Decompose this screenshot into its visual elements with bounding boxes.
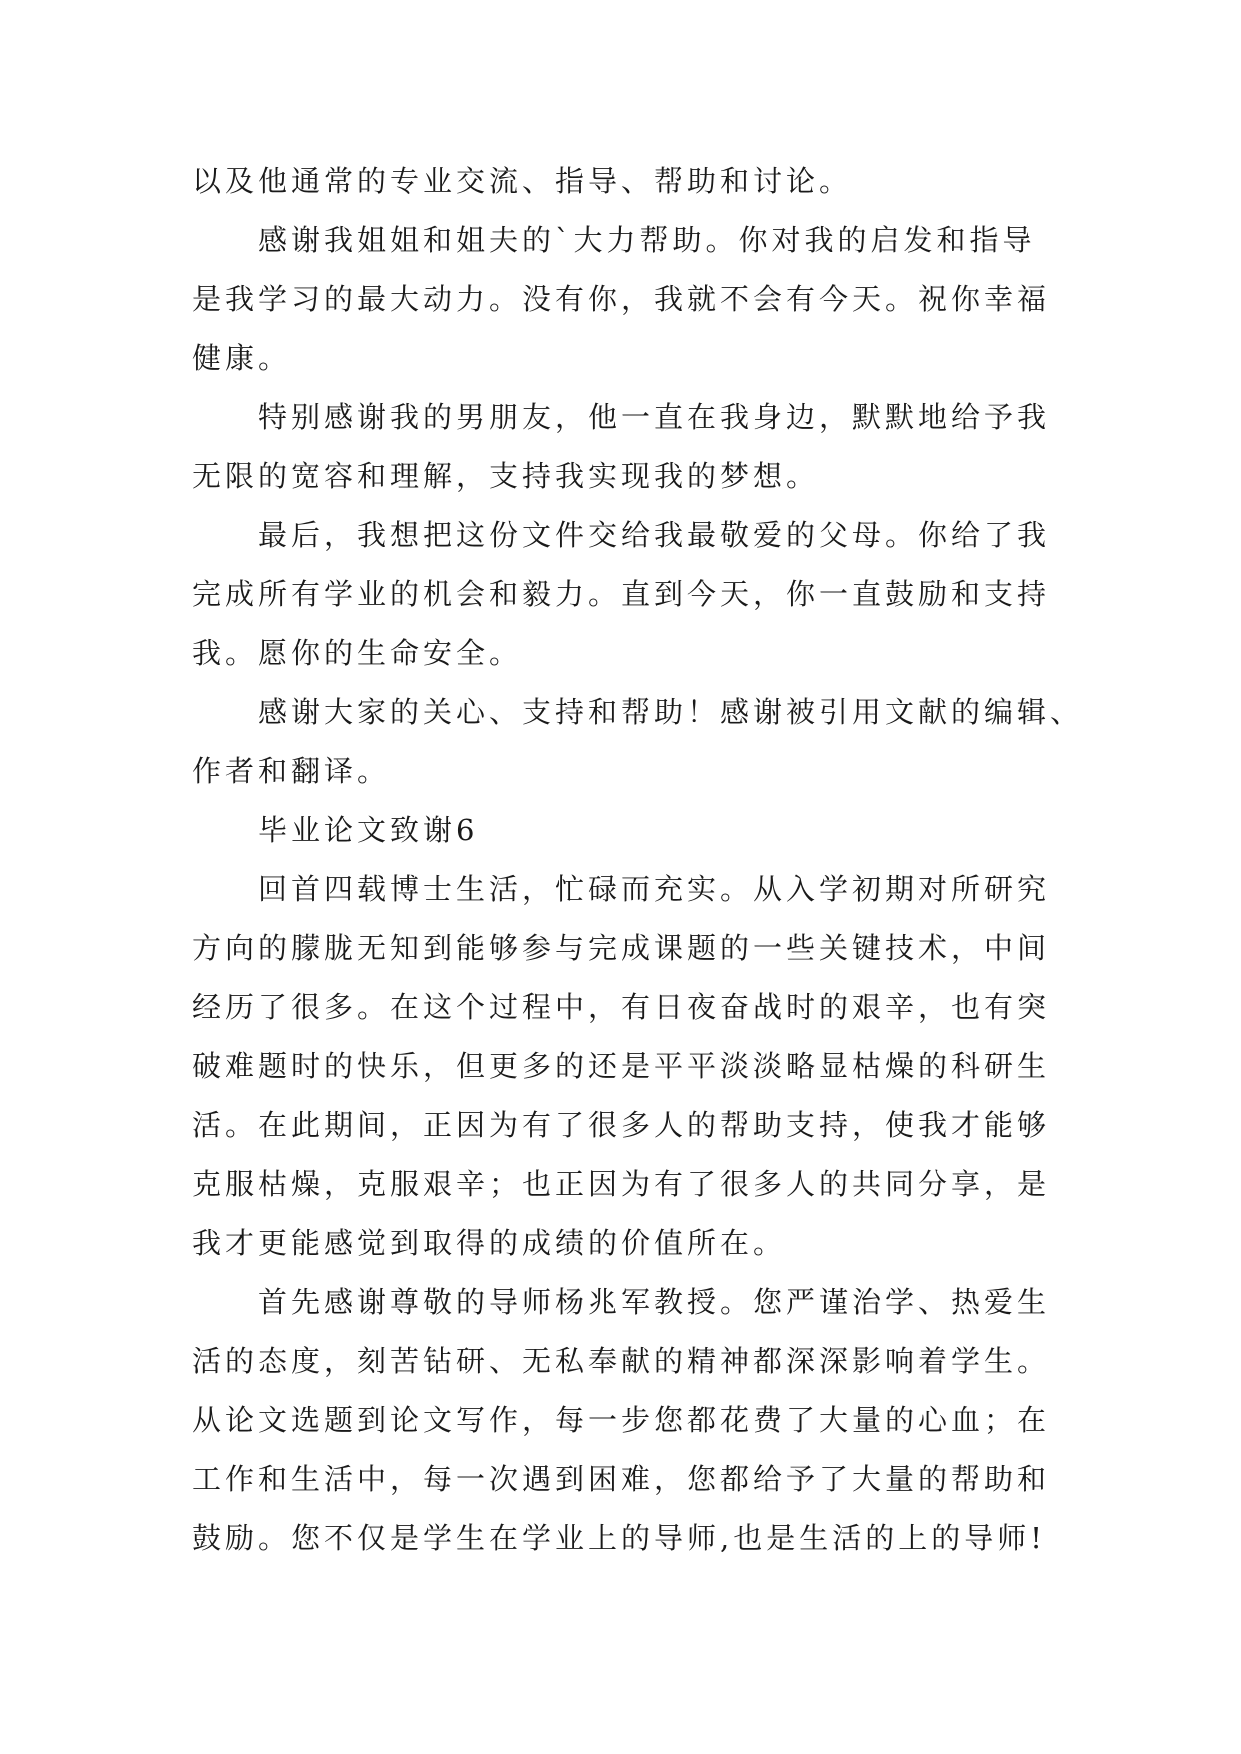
section-heading: 毕业论文致谢6 <box>258 813 479 847</box>
text-line: 作者和翻译。 <box>192 754 391 788</box>
text-line: 克服枯燥，克服艰辛；也正因为有了很多人的共同分享，是 <box>192 1167 1051 1201</box>
text-line: 破难题时的快乐，但更多的还是平平淡淡略显枯燥的科研生 <box>192 1049 1051 1083</box>
paragraph-start-line: 特别感谢我的男朋友，他一直在我身边，默默地给予我 <box>258 400 1051 434</box>
paragraph-start-line: 回首四载博士生活，忙碌而充实。从入学初期对所研究 <box>258 872 1051 906</box>
paragraph-start-line: 感谢我姐姐和姐夫的`大力帮助。你对我的启发和指导 <box>258 223 1036 257</box>
paragraph-start-line: 首先感谢尊敬的导师杨兆军教授。您严谨治学、热爱生 <box>258 1285 1051 1319</box>
text-line: 活的态度，刻苦钻研、无私奉献的精神都深深影响着学生。 <box>192 1344 1051 1378</box>
text-line: 是我学习的最大动力。没有你，我就不会有今天。祝你幸福 <box>192 282 1051 316</box>
paragraph-start-line: 感谢大家的关心、支持和帮助！感谢被引用文献的编辑、 <box>258 695 1084 729</box>
text-line: 我。愿你的生命安全。 <box>192 636 523 670</box>
text-line: 活。在此期间，正因为有了很多人的帮助支持，使我才能够 <box>192 1108 1051 1142</box>
text-line: 以及他通常的专业交流、指导、帮助和讨论。 <box>192 164 853 198</box>
text-line: 鼓励。您不仅是学生在学业上的导师,也是生活的上的导师! <box>192 1521 1046 1555</box>
body-text <box>192 152 1092 1568</box>
text-line: 无限的宽容和理解，支持我实现我的梦想。 <box>192 459 820 493</box>
text-line: 健康。 <box>192 341 292 375</box>
text-line: 工作和生活中，每一次遇到困难，您都给予了大量的帮助和 <box>192 1462 1051 1496</box>
text-line: 经历了很多。在这个过程中，有日夜奋战时的艰辛，也有突 <box>192 990 1051 1024</box>
paragraph-start-line: 最后，我想把这份文件交给我最敬爱的父母。你给了我 <box>258 518 1051 552</box>
text-line: 从论文选题到论文写作，每一步您都花费了大量的心血；在 <box>192 1403 1051 1437</box>
text-line: 完成所有学业的机会和毅力。直到今天，你一直鼓励和支持 <box>192 577 1051 611</box>
text-line: 方向的朦胧无知到能够参与完成课题的一些关键技术，中间 <box>192 931 1051 965</box>
text-line: 我才更能感觉到取得的成绩的价值所在。 <box>192 1226 787 1260</box>
